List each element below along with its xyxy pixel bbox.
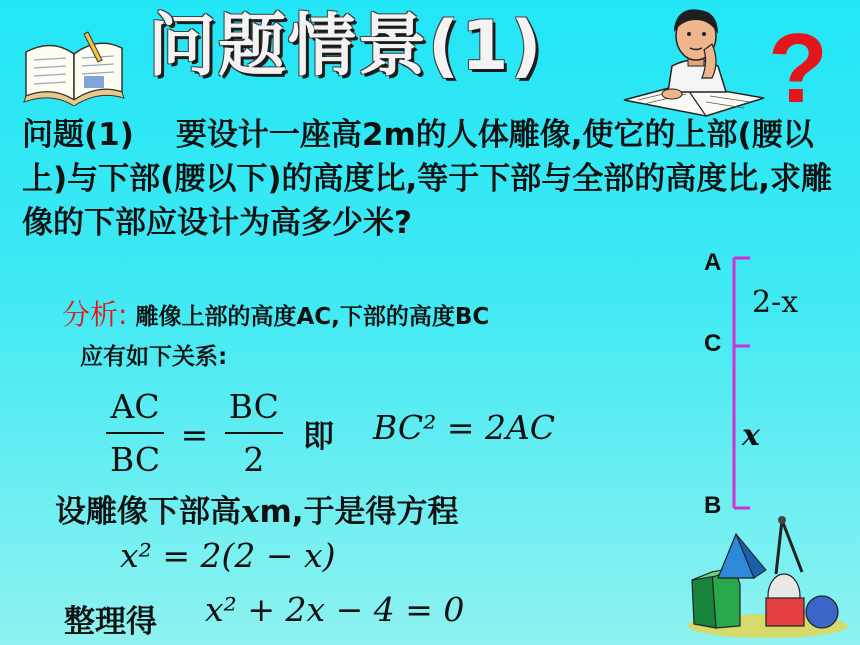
relation-result: BC² = 2AC (373, 408, 556, 447)
upper-length-label: 2-x (752, 285, 799, 320)
analysis-label: 分析: (62, 298, 128, 331)
analysis-block (62, 295, 682, 377)
point-b-label: B (704, 492, 722, 519)
equals-sign: = (180, 414, 209, 454)
simplified-equation: x² + 2x − 4 = 0 (205, 590, 465, 629)
analysis-line-2: 应有如下关系: (80, 344, 228, 370)
problem-text: 要设计一座高2m的人体雕像,使它的上部(腰以上)与下部(腰以下)的高度比,等于下部与全部的高度比,求雕像的下部应设计为高多少米? (22, 117, 833, 241)
problem-statement (22, 113, 852, 245)
thinking-student-illustration (614, 4, 774, 120)
fraction-bc-2: $\frac{BC}{2}$ (225, 382, 283, 486)
page-title: 问题情景(1) (148, 7, 544, 86)
problem-label: 问题(1) (22, 117, 134, 153)
geometry-tools-illustration (682, 514, 852, 640)
variable-x: x (241, 494, 260, 530)
simplify-label: 整理得 (64, 604, 157, 640)
ratio-equation (106, 382, 283, 486)
setup-sentence: 设雕像下部高xm,于是得方程 (55, 494, 459, 530)
open-book-icon (18, 30, 130, 106)
point-c-label: C (704, 330, 722, 357)
point-a-label: A (704, 249, 722, 276)
equation-1: x² = 2(2 − x) (120, 536, 336, 575)
fraction-ac-bc: $\frac{AC}{BC}$ (106, 382, 164, 486)
lower-length-label: x (742, 418, 760, 453)
connector-ji: 即 (303, 419, 334, 455)
analysis-line-1: 雕像上部的高度AC,下部的高度BC (135, 304, 490, 330)
question-mark-icon: ? (768, 13, 828, 123)
